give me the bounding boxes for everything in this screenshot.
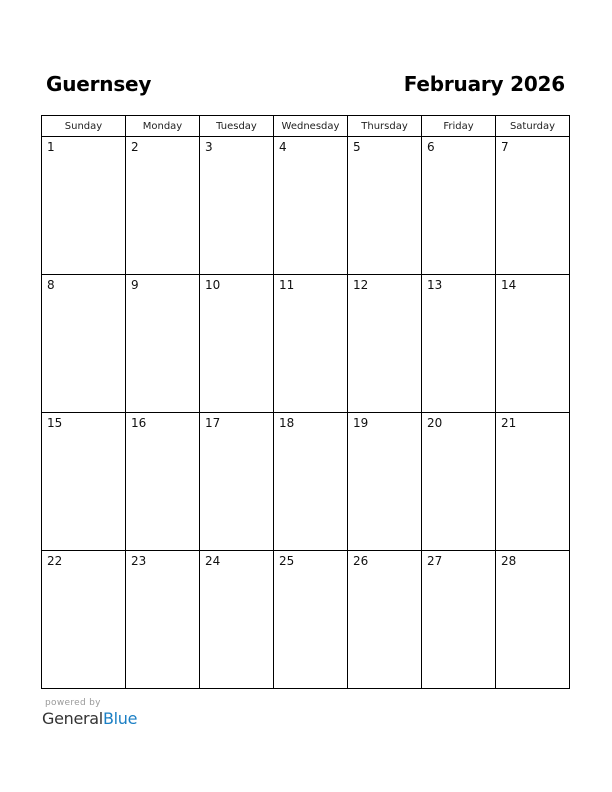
day-cell bbox=[200, 275, 274, 413]
powered-by-text: powered by bbox=[45, 698, 101, 708]
day-number: 8 bbox=[47, 278, 55, 292]
day-number: 18 bbox=[279, 416, 295, 430]
weekday-saturday: Saturday bbox=[496, 116, 570, 137]
day-cell bbox=[496, 275, 570, 413]
day-number: 11 bbox=[279, 278, 295, 292]
day-number: 19 bbox=[353, 416, 369, 430]
calendar-region-title: Guernsey bbox=[46, 72, 152, 96]
day-number: 9 bbox=[131, 278, 139, 292]
day-number: 1 bbox=[47, 140, 55, 154]
week-row bbox=[42, 551, 570, 689]
weekday-sunday: Sunday bbox=[42, 116, 126, 137]
day-cell bbox=[348, 551, 422, 689]
day-cell bbox=[42, 137, 126, 275]
day-number: 5 bbox=[353, 140, 361, 154]
brand-wordmark bbox=[42, 709, 137, 728]
day-cell bbox=[200, 551, 274, 689]
weekday-monday: Monday bbox=[126, 116, 200, 137]
weekday-wednesday: Wednesday bbox=[274, 116, 348, 137]
day-number: 6 bbox=[427, 140, 435, 154]
day-cell bbox=[200, 137, 274, 275]
day-cell bbox=[348, 275, 422, 413]
day-number: 20 bbox=[427, 416, 443, 430]
day-number: 28 bbox=[501, 554, 517, 568]
day-cell bbox=[422, 551, 496, 689]
week-row bbox=[42, 137, 570, 275]
day-cell bbox=[348, 137, 422, 275]
day-cell bbox=[200, 413, 274, 551]
day-number: 26 bbox=[353, 554, 369, 568]
day-number: 12 bbox=[353, 278, 369, 292]
day-number: 4 bbox=[279, 140, 287, 154]
weekday-header-row bbox=[42, 116, 570, 137]
day-number: 14 bbox=[501, 278, 517, 292]
day-number: 22 bbox=[47, 554, 63, 568]
day-number: 7 bbox=[501, 140, 509, 154]
day-number: 23 bbox=[131, 554, 147, 568]
brand-part-blue: Blue bbox=[102, 709, 138, 728]
day-cell bbox=[422, 275, 496, 413]
day-cell bbox=[42, 551, 126, 689]
brand-part-general: General bbox=[42, 709, 103, 728]
day-cell bbox=[274, 551, 348, 689]
day-cell bbox=[274, 275, 348, 413]
day-number: 13 bbox=[427, 278, 443, 292]
generalblue-logo bbox=[42, 698, 137, 728]
day-cell bbox=[496, 137, 570, 275]
day-number: 21 bbox=[501, 416, 517, 430]
day-number: 25 bbox=[279, 554, 295, 568]
day-cell bbox=[126, 137, 200, 275]
day-cell bbox=[496, 413, 570, 551]
week-row bbox=[42, 275, 570, 413]
week-row bbox=[42, 413, 570, 551]
day-cell bbox=[496, 551, 570, 689]
day-number: 17 bbox=[205, 416, 221, 430]
day-cell bbox=[126, 275, 200, 413]
day-cell bbox=[42, 275, 126, 413]
day-cell bbox=[126, 551, 200, 689]
day-number: 27 bbox=[427, 554, 443, 568]
day-cell bbox=[42, 413, 126, 551]
day-cell bbox=[422, 413, 496, 551]
day-number: 15 bbox=[47, 416, 63, 430]
day-number: 3 bbox=[205, 140, 213, 154]
day-number: 2 bbox=[131, 140, 139, 154]
weekday-friday: Friday bbox=[422, 116, 496, 137]
day-number: 24 bbox=[205, 554, 221, 568]
weekday-thursday: Thursday bbox=[348, 116, 422, 137]
day-cell bbox=[422, 137, 496, 275]
day-cell bbox=[274, 137, 348, 275]
calendar-month-title: February 2026 bbox=[403, 72, 565, 96]
day-cell bbox=[348, 413, 422, 551]
day-cell bbox=[274, 413, 348, 551]
day-number: 10 bbox=[205, 278, 221, 292]
weekday-tuesday: Tuesday bbox=[200, 116, 274, 137]
calendar-grid bbox=[41, 115, 570, 689]
day-cell bbox=[126, 413, 200, 551]
day-number: 16 bbox=[131, 416, 147, 430]
